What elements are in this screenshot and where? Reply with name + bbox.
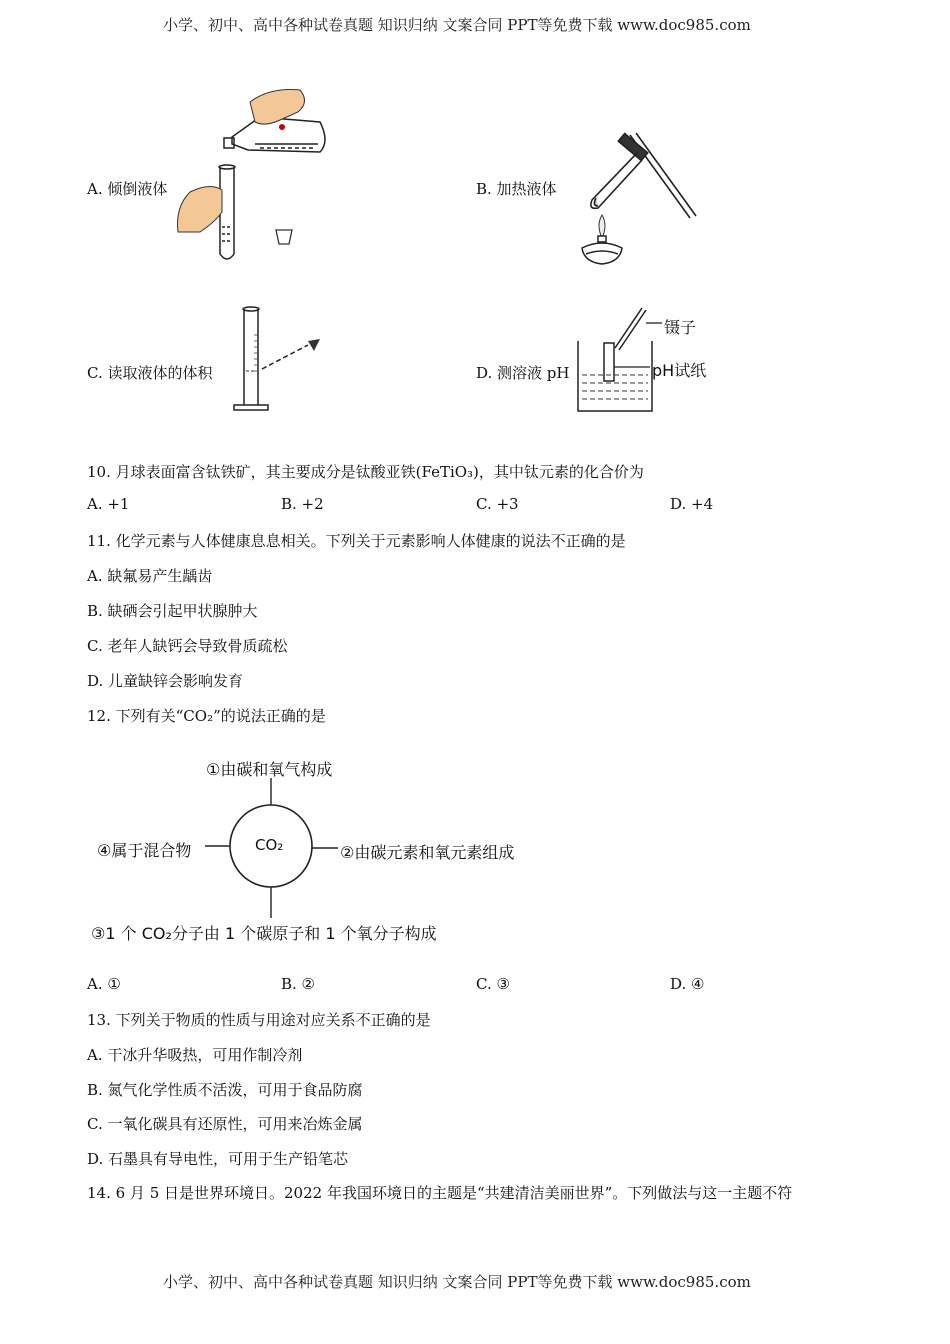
q13-option: A. 干冰升华吸热，可用作制冷剂 <box>87 1046 303 1064</box>
page-header: 小学、初中、高中各种试卷真题 知识归纳 文案合同 PPT等免费下载 www.doc985.com <box>163 16 751 34</box>
q11-option: A. 缺氟易产生龋齿 <box>87 567 213 585</box>
q12-option: A. ① <box>87 975 121 993</box>
q13-option: B. 氮气化学性质不活泼，可用于食品防腐 <box>87 1081 363 1099</box>
q10-stem: 10. 月球表面富含钛铁矿，其主要成分是钛酸亚铁(FeTiO₃)，其中钛元素的化合价为 <box>87 463 644 481</box>
q9-option-b: B. 加热液体 <box>476 180 557 198</box>
q9-option-a: A. 倾倒液体 <box>87 180 168 198</box>
ph-paper-label: pH试纸 <box>652 361 707 380</box>
q11-option: B. 缺硒会引起甲状腺肿大 <box>87 602 258 620</box>
q9-option-d: D. 测溶液 pH <box>476 364 570 382</box>
co2-statement-1: ①由碳和氧气构成 <box>206 760 333 779</box>
q10-option: C. +3 <box>476 495 519 513</box>
q14-stem: 14. 6 月 5 日是世界环境日。2022 年我国环境日的主题是“共建清洁美丽世界”。下列做法与这一主题不符 <box>87 1184 793 1202</box>
co2-center-label: CO₂ <box>255 836 284 854</box>
q9-option-c: C. 读取液体的体积 <box>87 364 213 382</box>
co2-statement-2: ②由碳元素和氧元素组成 <box>340 843 515 862</box>
q11-stem: 11. 化学元素与人体健康息息相关。下列关于元素影响人体健康的说法不正确的是 <box>87 532 626 550</box>
q10-option: A. +1 <box>87 495 130 513</box>
q12-stem: 12. 下列有关“CO₂”的说法正确的是 <box>87 707 326 725</box>
co2-statement-4: ④属于混合物 <box>97 841 192 860</box>
q10-option: B. +2 <box>281 495 324 513</box>
page-footer: 小学、初中、高中各种试卷真题 知识归纳 文案合同 PPT等免费下载 www.doc985.com <box>163 1273 751 1291</box>
q12-option: B. ② <box>281 975 316 993</box>
tweezers-label: 镊子 <box>664 318 697 337</box>
q13-option: D. 石墨具有导电性，可用于生产铅笔芯 <box>87 1150 349 1168</box>
q10-option: D. +4 <box>670 495 714 513</box>
q13-option: C. 一氧化碳具有还原性，可用来冶炼金属 <box>87 1115 363 1133</box>
q11-option: D. 儿童缺锌会影响发育 <box>87 672 244 690</box>
q12-option: C. ③ <box>476 975 510 993</box>
q11-option: C. 老年人缺钙会导致骨质疏松 <box>87 637 288 655</box>
q13-stem: 13. 下列关于物质的性质与用途对应关系不正确的是 <box>87 1011 431 1029</box>
q12-option: D. ④ <box>670 975 705 993</box>
co2-statement-3: ③1 个 CO₂分子由 1 个碳原子和 1 个氧分子构成 <box>91 924 437 943</box>
